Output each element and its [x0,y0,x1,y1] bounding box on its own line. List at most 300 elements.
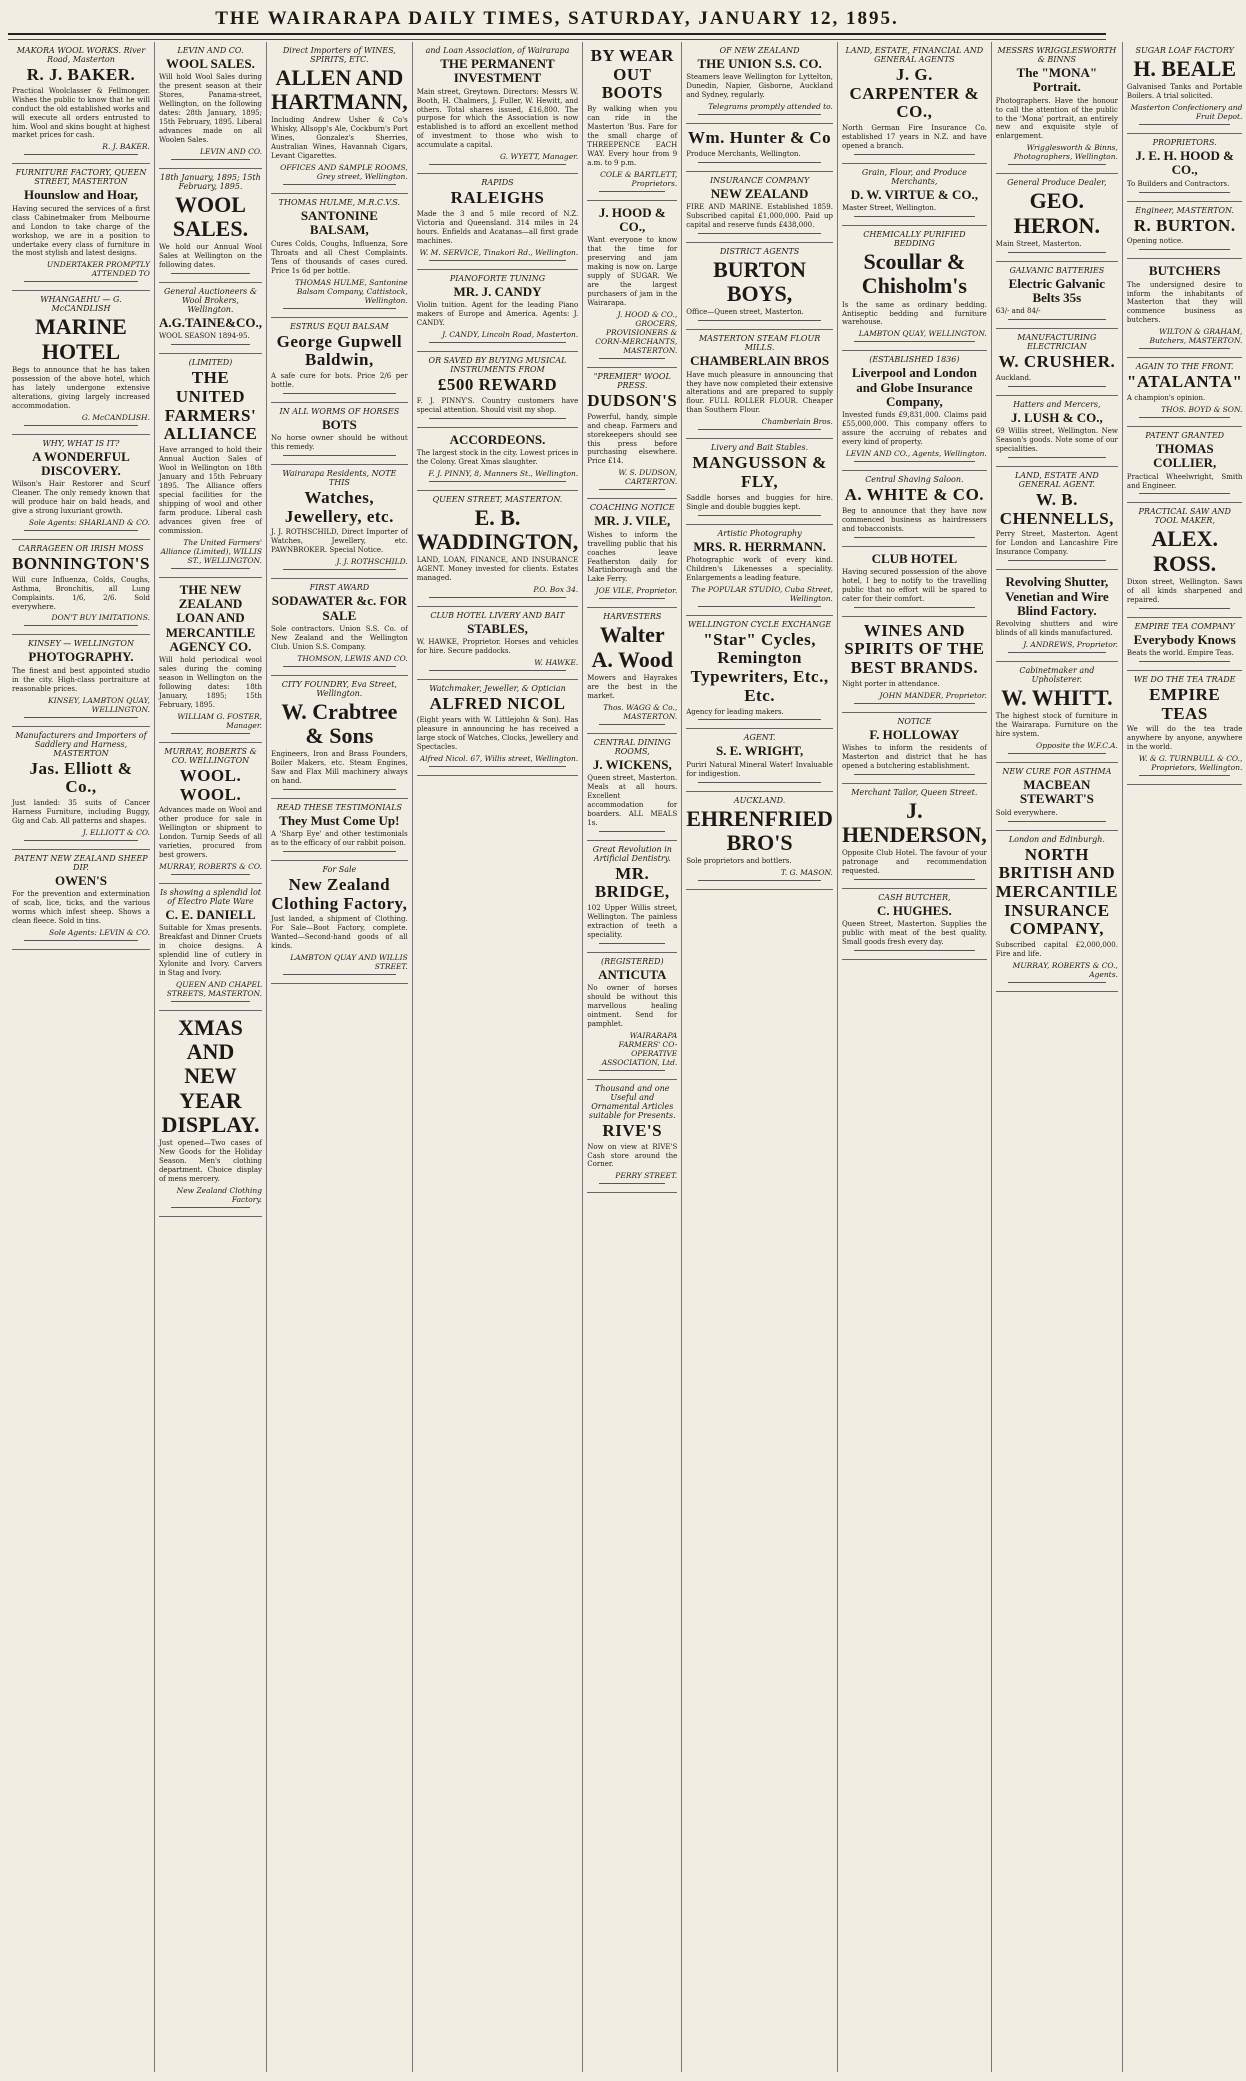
ad-signature: QUEEN AND CHAPEL STREETS, MASTERTON. [166,980,262,998]
ad-body: Will hold Wool Sales during the present season at their Stores, Panama-street, Wellington, on the following dates: 28th January, 1895; 15th February, 1895. Liberal advances made on all Woolen Sales. [158,73,262,144]
ad-wines-spirits [842,617,987,713]
ad-se-wright [686,729,833,791]
ad-body: Dixon street, Wellington. Saws of all kinds sharpened and repaired. [1126,577,1243,604]
ad-subheading: AGENT. [743,733,776,743]
ad-subheading: GALVANIC BATTERIES [1009,265,1105,275]
ad-nz-loan [159,578,262,743]
ad-accordeons [417,428,579,491]
ad-rives-corner [587,1080,677,1194]
ad-body: Including Andrew Usher & Co's Whisky, Allsopp's Ale, Cockburn's Port Wines, Gonzalez's Sherries, Australian Wines, Havannah Cigars, Levant Cigarettes. [271,116,408,161]
ad-body: Revolving shutters and wire blinds of all kinds manufactured. [995,620,1118,638]
ad-dw-virtue [842,164,987,226]
ad-title: Watches, Jewellery, etc. [284,488,394,526]
ad-title: J. LUSH & CO., [1010,409,1103,425]
ad-divider [698,782,821,783]
ad-signature: New Zealand Clothing Factory. [176,1185,262,1204]
ad-w-whitt [996,662,1118,763]
ad-divider [24,940,138,941]
ad-divider [171,344,250,345]
ad-subheading: Grain, Flour, and Produce Merchants, [861,167,967,186]
ad-divider [698,719,821,720]
ad-j-wickens [587,734,677,841]
ad-title: Hounslow and Hoar, [23,187,138,203]
ad-body: No horse owner should be without this remedy. [271,434,408,452]
ad-signature: R. J. BAKER. [102,142,150,152]
ad-subheading: Manufacturers and Importers of Saddlery and Harness, MASTERTON [15,730,147,758]
ad-union-ss-co [686,42,833,124]
ad-subheading: and Loan Association, of Wairarapa [425,46,570,55]
ad-divider [171,1001,250,1002]
ad-body: Engineers, Iron and Brass Founders, Boiler Makers, etc. Steam Engines, Saw and Flax Mill machinery always on hand. [271,750,408,785]
ad-ehrenfried-bros [686,792,833,890]
ad-divider [429,597,567,598]
ad-body: A 'Sharp Eye' and other testimonials as to the efficacy of our rabbit poison. [271,830,408,848]
ad-subheading: 18th January, 1895; 15th February, 1895. [160,172,261,191]
ad-subheading: SUGAR LOAF FACTORY [1135,46,1234,55]
ad-divider [1008,252,1106,253]
ad-title: RALEIGHS [450,188,545,208]
ad-subheading: COACHING NOTICE [589,503,675,513]
ad-subheading: Hatters and Mercers, [1013,399,1101,409]
ad-body: Will cure Influenza, Colds, Coughs, Asthma, Bronchitis, all Lung Complaints. 1/6, 2/6. Sold everywhere. [12,575,150,611]
ad-body: Produce Merchants, Wellington. [686,149,801,158]
ad-signature: T. G. MASON. [780,868,833,878]
ad-body: Steamers leave Wellington for Lyttelton, Dunedin, Napier, Gisborne, Auckland and Sydney, regularly. [686,73,833,100]
ad-divider [1008,652,1106,653]
ad-santonine-balsam [271,194,408,317]
ad-allen-hartmann [271,42,408,194]
ad-divider [1139,348,1231,349]
ad-title: EHRENFRIED BRO'S [686,805,833,855]
ad-divider [24,425,138,426]
ad-title: W. Crabtree & Sons [281,698,398,748]
ad-subheading: NOTICE [897,716,932,726]
ad-title: THE UNION S.S. CO. [697,56,822,71]
ad-body: (Eight years with W. Littlejohn & Son). Has pleasure in announcing he has received a large stock of Watches, Clocks, Jewellery and Spectacles. [416,715,579,751]
ad-body: Opposite Club Hotel. The favour of your patronage and recommendation requested. [841,849,987,876]
ad-body: Office—Queen street, Masterton. [686,308,804,317]
ad-george-baldwin [271,318,408,403]
ad-signature: G. WYETT, Manager. [500,152,579,162]
ad-divider [171,273,250,274]
ad-subheading: General Auctioneers & Wool Brokers, Wellington. [164,287,257,315]
ad-body: Main street, Greytown. Directors: Messrs W. Booth, H. Chalmers, J. Fuller, W. Hewitt, and others. Total shares issued, £16,800. The purpose for which the Association is now established is to afford an excellent method of investment to those who wish to accumulate a capital. [416,87,579,150]
ad-divider [599,489,665,490]
ad-body: 63/- and 84/- [995,307,1041,316]
ad-title: BURTON BOYS, [713,256,807,307]
ad-wool-sales-2 [159,169,262,283]
ad-title: OWEN'S [54,872,107,888]
column-8 [992,42,1123,2072]
ad-xmas-new-year [159,1011,262,1217]
ad-jeh-hood [1127,134,1243,202]
ad-title: MARINE HOTEL [35,314,127,364]
ad-signature: LAMBTON QUAY, WELLINGTON. [858,329,987,339]
ad-liverpool-london [842,351,987,471]
ad-signature: Opposite the W.F.C.A. [1036,741,1118,751]
ad-body: Just landed, a shipment of Clothing. For Sale—Boot Factory, complete. Wanted—Second-hand goods of all kinds. [271,915,408,951]
ad-signature: LAMBTON QUAY AND WILLIS STREET. [290,953,408,972]
ad-subheading: OR SAVED BY BUYING MUSICAL INSTRUMENTS FROM [428,355,567,374]
ad-divider [1139,249,1231,250]
ad-body: By walking when you can ride in the Masterton 'Bus. Fare for the small charge of THREEPENCE EACH WAY. Every hour from 9 a.m. to 9 p.m. [587,105,678,167]
ad-body: Sold everywhere. [995,808,1058,817]
ad-photography [12,635,150,726]
ad-signature: WILTON & GRAHAM, Butchers, MASTERTON. [1149,327,1243,346]
ad-signature: Sole Agents: SHARLAND & CO. [28,517,150,527]
ad-dudsons-premier [587,368,677,499]
ad-title: R. J. BAKER. [26,65,136,84]
ad-body: North German Fire Insurance Co. established 17 years in N.Z. and have opened a branch. [841,124,987,150]
ad-body: Just opened—Two cases of New Goods for the Holiday Season. Men's clothing department. Choice display of mens mercery. [158,1138,262,1183]
ad-signature: J. J. ROTHSCHILD. [336,557,408,567]
ad-divider [854,341,975,342]
ad-body: 69 Willis street, Wellington. New Season's goods. Note some of our specialities. [995,427,1118,454]
ad-body: Agency for leading makers. [686,707,784,716]
ad-divider [698,233,821,234]
ad-body: Galvanised Tanks and Portable Boilers. A trial solicited. [1126,83,1243,101]
ad-signature: G. McCANDLISH. [81,412,150,422]
ad-divider [429,766,567,767]
ad-subheading: NEW CURE FOR ASTHMA [1002,767,1112,777]
ad-divider [854,774,975,775]
ad-body: Perry Street, Masterton. Agent for London and Lancashire Fire Insurance Company. [995,530,1118,557]
ad-subheading: Thousand and one Useful and Ornamental Articles suitable for Presents. [588,1083,676,1120]
ad-divider [599,358,665,359]
ad-owens-sheep-dip [12,850,150,950]
ad-divider [698,515,821,516]
ad-signature: MURRAY, ROBERTS & CO. [159,861,262,871]
ad-subheading: INSURANCE COMPANY [709,175,810,185]
ad-watches-pawnbroker [271,465,408,579]
ad-subheading: CENTRAL DINING ROOMS, [593,737,671,756]
ad-divider [283,789,396,790]
ad-title: ALLEN AND HARTMANN, [271,65,408,115]
ad-title: J. HENDERSON, [841,797,987,848]
ad-title: CHAMBERLAIN BROS [690,353,830,369]
ad-subheading: CLUB HOTEL LIVERY AND BAIT [430,610,565,620]
ad-mrs-herrmann [686,525,833,616]
ad-columns [8,42,1243,2072]
ad-title: A. WHITE & CO. [844,485,985,505]
ad-butchers [1127,259,1243,358]
ad-crabtree-sons [271,676,408,799]
ad-title: MRS. R. HERRMANN. [693,538,826,554]
ad-bots [271,403,408,465]
ad-subheading: Artistic Photography [717,528,802,538]
ad-title: J. E. H. HOOD & CO., [1135,148,1234,178]
ad-j-lush [996,396,1118,467]
ad-jas-elliott [12,727,150,850]
ad-signature: J. HOOD & CO., GROCERS, PROVISIONERS & CORN-MERCHANTS, MASTERTON. [595,309,678,355]
ad-raleighs [417,174,579,270]
ad-pianoforte-tuning [417,270,579,352]
ad-everybody-knows [1127,618,1243,671]
ad-clothing-factory [271,861,408,984]
ad-united-farmers [159,354,262,577]
ad-subheading: READ THESE TESTIMONIALS [276,802,402,812]
ad-divider [599,831,665,832]
ad-galvanic-belts [996,262,1118,330]
ad-subheading: Cabinetmaker and Upholsterer. [1019,666,1095,685]
ad-subheading: QUEEN STREET, MASTERTON. [432,494,563,504]
ad-divider [24,625,138,626]
column-6 [682,42,838,2072]
ad-signature: PERRY STREET. [615,1171,678,1181]
ad-body: Mowers and Hayrakes are the best in the market. [587,673,678,700]
ad-title: ANTICUTA [598,966,667,982]
ad-divider [171,159,250,160]
ad-subheading: PIANOFORTE TUNING [449,273,546,283]
ad-must-come-up [271,799,408,861]
ad-divider [854,950,975,951]
ad-signature: JOE VILE, Proprietor. [595,586,678,596]
ad-r-burton [1127,202,1243,260]
ad-divider [698,162,821,163]
ad-title: EMPIRE TEAS [1149,684,1221,723]
ad-body: WOOL SEASON 1894-95. [158,332,250,341]
ad-divider [171,733,250,734]
ad-title: STABLES, [467,620,528,636]
column-1 [8,42,155,2072]
ad-body: The undersigned desire to inform the inhabitants of Masterton that they will commence business as butchers. [1126,280,1243,325]
ad-title: GEO. HERON. [1013,188,1100,238]
ad-subheading: CHEMICALLY PURIFIED BEDDING [863,230,966,249]
ad-signature: Chamberlain Bros. [761,417,833,427]
ad-j-henderson [842,784,987,889]
ad-subheading: AGAIN TO THE FRONT. [1135,362,1234,372]
ad-title: DUDSON'S [587,390,678,410]
column-2 [155,42,267,2072]
ad-alex-ross [1127,503,1243,617]
ad-subheading: PRACTICAL SAW AND TOOL MAKER, [1138,507,1231,526]
ad-title: Wm. Hunter & Co [688,128,832,148]
ad-subheading: Merchant Tailor, Queen Street. [851,787,978,797]
ad-title: Jas. Elliott & Co., [29,758,133,797]
ad-divider [283,455,396,456]
ad-title: THE NEW ZEALAND LOAN AND MERCANTILE AGENCY CO. [165,581,256,654]
ad-body: Queen street, Masterton. Meals at all hours. Excellent accommodation for boarders. ALL MEALS 1s. [587,773,678,827]
ad-geo-heron [996,174,1118,261]
ad-signature: W. M. SERVICE, Tinakori Rd., Wellington. [419,247,579,257]
ad-signature: The POPULAR STUDIO, Cuba Street, Wellington. [691,584,833,603]
ad-subheading: PROPRIETORS. [1152,138,1217,148]
ad-divider [1139,192,1231,193]
ad-subheading: AUCKLAND. [733,795,786,805]
ad-signature: The United Farmers' Alliance (Limited), WILLIS ST., WELLINGTON. [160,537,262,565]
ad-body: We hold our Annual Wool Sales at Wellington on the following dates. [158,243,262,270]
ad-divider [698,114,821,115]
ad-title: MR. J. VILE, [594,513,671,529]
ad-title: "ATALANTA" [1126,372,1243,392]
ad-body: Wishes to inform the travelling public that his coaches leave Featherston daily for Martinborough and the Lake Ferry. [587,530,678,584]
ad-body: Opening notice. [1126,237,1184,246]
ad-divider [698,429,821,430]
ad-title: George Gupwell Baldwin, [276,331,403,370]
ad-wellington-cycle [686,616,833,730]
ad-title: J. HOOD & CO., [598,204,666,235]
ad-title: NORTH BRITISH AND MERCANTILE INSURANCE COMPANY, [995,844,1118,939]
ad-subheading: HARVESTERS [603,612,662,622]
ad-title: WOOL SALES. [172,191,249,242]
ad-subheading: London and Edinburgh. [1008,834,1105,844]
ad-title: Revolving Shutter, Venetian and Wire Blind Factory. [1005,574,1109,618]
ad-signature: OFFICES AND SAMPLE ROOMS, Grey street, Wellington. [280,163,408,182]
ad-signature: F. J. PINNY, 8, Manners St., Wellington. [428,468,579,478]
ad-signature: JOHN MANDER, Proprietor. [879,690,987,700]
ad-signature: Alfred Nicol. 67, Willis street, Wellington. [419,753,579,763]
ad-title: F. HOLLOWAY [869,726,960,742]
ad-title: BY WEAR OUT BOOTS [590,46,674,103]
ad-divider [854,607,975,608]
ad-subheading: CARRAGEEN OR IRISH MOSS [18,543,144,553]
ad-empire-teas [1127,671,1243,785]
ad-title: NEW ZEALAND [710,185,809,201]
ad-body: Have much pleasure in announcing that they have now completed their extensive alterations and are prepared to supply flour. FULL ROLLER FLOUR. Cheaper than Southern Flour. [686,370,833,415]
ad-title: E. B. WADDINGTON, [416,504,579,554]
ad-divider [283,666,396,667]
ad-divider [698,880,821,881]
ad-h-beale [1127,42,1243,134]
ad-subheading: (REGISTERED) [600,956,664,966]
ad-divider [24,154,138,155]
ad-title: RIVE'S [602,1120,663,1140]
ad-divider [1008,821,1106,822]
ad-divider [854,879,975,880]
ad-subheading: MESSRS WRIGGLESWORTH & BINNS [997,46,1117,64]
ad-hounslow-and-hoar [12,164,150,291]
ad-macbean-stewart [996,763,1118,831]
ad-divider [24,717,138,718]
ad-j-hood-co [587,201,677,368]
ad-signature: W. S. DUDSON, CARTERTON. [618,468,678,487]
ad-body: The largest stock in the city. Lowest prices in the Colony. Great Xmas slaughter. [416,448,579,466]
ad-body: A champion's opinion. [1126,394,1206,403]
ad-signature: J. CANDY, Lincoln Road, Masterton. [442,329,579,339]
ad-divider [1008,457,1106,458]
ad-title: "Star" Cycles, Remington Typewriters, Etc., Etc. [690,629,829,705]
ad-body: For the prevention and extermination of scab, lice, ticks, and the various worms which infest sheep. Shows a clean fleece. Sold in tins. [12,890,150,926]
ad-scoullar-chisholm [842,226,987,351]
ad-body: Violin tuition. Agent for the leading Piano makers of Europe and America. Agents: J. CANDY. [416,301,579,327]
ad-title: PHOTOGRAPHY. [28,649,134,665]
ad-body: J. J. ROTHSCHILD, Direct Importer of Watches, Jewellery, etc. PAWNBROKER. Special Notice. [271,528,408,555]
ad-signature: THOS. BOYD & SON. [1161,404,1243,414]
ad-divider [283,851,396,852]
ad-mangusson-fly [686,439,833,524]
ad-signature: LEVIN AND CO. [200,146,262,156]
ad-body: Will hold periodical wool sales during the coming season in Wellington on the following dates: 18th January, 1895; 15th February, 1895. [158,656,262,709]
ad-title: WOOL SALES. [166,56,255,71]
ad-subheading: Engineer, MASTERTON. [1135,205,1235,215]
ad-divider [283,974,396,975]
ad-title: A WONDERFUL DISCOVERY. [32,448,130,478]
ad-body: LAND, LOAN, FINANCE, AND INSURANCE AGENT. Money invested for clients. Estates managed. [416,556,579,582]
ad-subheading: MASTERTON STEAM FLOUR MILLS. [698,334,821,353]
column-3 [267,42,413,2072]
ad-reward-500 [417,352,579,428]
ad-ce-daniell [159,884,262,1011]
ad-subheading: THOMAS HULME, M.R.C.V.S. [278,198,401,208]
ad-divider [1008,164,1106,165]
ad-central-shaving [842,471,987,547]
ad-wonderful-discovery [12,435,150,540]
ad-subheading: OF NEW ZEALAND [719,46,800,55]
ad-nz-insurance [686,172,833,243]
ad-subheading: PATENT NEW ZEALAND SHEEP DIP. [14,853,148,872]
ad-divider [599,724,665,725]
ad-signature: J. ELLIOTT & CO. [82,827,150,837]
ad-jg-carpenter [842,42,987,164]
ad-body: We will do the tea trade anywhere by anyone, anywhere in the world. [1126,725,1243,752]
ad-divider [1139,124,1231,125]
ad-title: BOTS [322,416,357,432]
ad-title: CLUB HOTEL [871,550,958,566]
ad-title: SANTONINE BALSAM, [300,208,378,238]
ad-divider [599,191,665,192]
ad-body: Have arranged to hold their Annual Auction Sales of Wool in Wellington on 18th January and 15th February 1895. The Alliance offers special facilities for the shipping of wool and other farm produce. Liberal cash advances given free of commission. [158,446,262,535]
masthead: THE WAIRARAPA DAILY TIMES, SATURDAY, JANUARY 12, 1895. [8,6,1106,35]
ad-eb-waddington [417,491,579,607]
ad-signature: KINSEY, LAMBTON QUAY, WELLINGTON. [48,695,150,714]
ad-subheading: MURRAY, ROBERTS & CO. WELLINGTON [164,746,257,765]
ad-club-hotel-stables [417,607,579,680]
ad-divider [429,481,567,482]
ad-divider [854,461,975,462]
ad-subheading: Livery and Bait Stables. [711,443,809,453]
ad-body: Wilson's Hair Restorer and Scurf Cleaner. The only remedy known that will produce hair on bald heads, and give a strong luxuriant growth. [12,480,150,516]
ad-north-british [996,831,1118,992]
ad-title: THE UNITED FARMERS' ALLIANCE [163,368,258,444]
ad-body: Invested funds £9,831,000. Claims paid £55,000,000. This company offers to assure the accruing of rebates and every kind of property. [841,411,987,447]
ad-body: No owner of horses should be without this marvellous healing ointment. Send for pamphlet. [587,984,678,1028]
ad-signature: THOMAS HULME, Santonine Balsam Company, Cattistock, Wellington. [295,277,408,305]
ad-divider [1008,319,1106,320]
ad-makora-wool-works [12,42,150,164]
ad-divider [283,308,396,309]
ad-mona-portrait [996,42,1118,174]
ad-body: Master Street, Wellington. [841,204,937,213]
ad-title: H. BEALE [1133,56,1237,81]
ad-divider [429,670,567,671]
ad-title: MR. BRIDGE, [594,863,670,902]
ad-body: 102 Upper Willis street, Wellington. The painless extraction of teeth a speciality. [587,904,678,939]
ad-title: MACBEAN STEWART'S [1019,777,1094,807]
ad-signature: WAIRARAPA FARMERS' CO-OPERATIVE ASSOCIATION, Ltd. [601,1030,678,1067]
ad-divider [283,569,396,570]
ad-body: Is the same as ordinary bedding. Antiseptic bedding and furniture warehouse. [841,300,987,327]
ad-subheading: LAND, ESTATE AND GENERAL AGENT. [1014,471,1099,490]
ad-title: J. G. CARPENTER & CO., [849,65,980,122]
ad-wb-chennells [996,467,1118,570]
ad-title: J. WICKENS, [592,756,672,772]
ad-body: Beats the world. Empire Teas. [1126,649,1234,658]
ad-alfred-nicol [417,680,579,776]
ad-divider [24,530,138,531]
ad-burton-boys [686,243,833,330]
ad-body: Cures Colds, Coughs, Influenza, Sore Throats and all Chest Complaints. Tens of thousands of cases cured. Price 1s 6d per bottle. [271,239,408,275]
column-5 [583,42,682,2072]
ad-signature: UNDERTAKER PROMPTLY ATTENDED TO [46,260,150,279]
ad-divider [698,320,821,321]
ad-body: Advances made on Wool and other produce for sale in Wellington or shipment to London. Turnip Seeds of all varieties, procured from best growers. [158,806,262,860]
ad-subheading: LEVIN AND CO. [177,46,244,55]
ad-body: Subscribed capital £2,000,000. Fire and life. [995,941,1118,959]
ad-subheading: CITY FOUNDRY, Eva Street, Wellington. [281,679,397,698]
ad-bonningtons [12,540,150,636]
ad-subheading: Central Shaving Saloon. [865,475,964,485]
ad-ag-taine [159,283,262,354]
